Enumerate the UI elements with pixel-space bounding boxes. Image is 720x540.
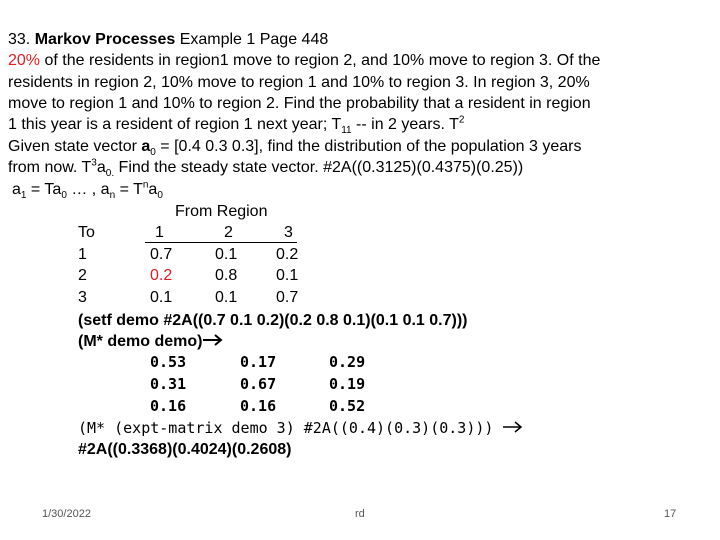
vector-a: a (141, 138, 151, 155)
cell: 0.1 (215, 289, 238, 306)
footer-center: rd (355, 508, 365, 520)
subscript: n (109, 190, 116, 202)
subscript: 11 (341, 125, 352, 137)
superscript: 3 (91, 157, 97, 169)
text: = [0.4 0.3 0.3], find the distribution of the population 3 years (155, 138, 582, 155)
paragraph-line-5 (8, 136, 581, 157)
arrow-right-icon (202, 331, 224, 352)
mstar-code: (M* demo demo) (78, 333, 203, 350)
col-1: 1 (155, 224, 164, 241)
cell: 0.1 (150, 289, 173, 306)
text: Given state vector (8, 138, 142, 155)
title-rest: Example 1 Page 448 (179, 31, 329, 48)
page-number: 17 (664, 508, 677, 520)
result-cell: 0.17 (240, 353, 277, 371)
title-line (8, 29, 328, 50)
cell: 0.8 (215, 267, 238, 284)
text: … , a (66, 181, 110, 198)
mstar-line (78, 331, 224, 352)
result-cell: 0.29 (329, 353, 366, 371)
cell-highlight: 0.2 (150, 267, 173, 284)
expt-result: #2A((0.3368)(0.4024)(0.2608) (78, 441, 292, 458)
matrix-col-header (145, 222, 297, 243)
subscript: 0 (150, 147, 156, 159)
subscript: 0 (157, 190, 163, 202)
result-cell: 0.16 (150, 397, 187, 415)
result-cell: 0.67 (240, 375, 277, 393)
expt-line (78, 418, 524, 439)
col-3: 3 (284, 224, 293, 241)
col-2: 2 (224, 224, 233, 241)
title-bold: Markov Processes (34, 31, 176, 48)
result-cell: 0.53 (150, 353, 187, 371)
cell: 0.1 (276, 267, 299, 284)
result-cell: 0.19 (329, 375, 366, 393)
text: a (12, 181, 21, 198)
paragraph-line-6 (8, 157, 523, 178)
paragraph-line-2: residents in region 2, 10% move to region 1 and 10% to region 3. In region 3, 20% (8, 74, 590, 91)
matrix-header: From Region (175, 203, 268, 220)
cell: 0.7 (150, 246, 173, 263)
recurrence-line (12, 179, 163, 200)
result-cell: 0.52 (329, 397, 366, 415)
text: = Ta (26, 181, 62, 198)
text: = T (115, 181, 143, 198)
cell: 0.7 (276, 289, 299, 306)
text: from now. T (8, 159, 92, 176)
result-cell: 0.31 (150, 375, 187, 393)
paragraph-line-4 (8, 114, 464, 135)
expt-code: (M* (expt-matrix demo 3) #2A((0.4)(0.3)(0.3))) (78, 419, 494, 437)
paragraph-line-1 (8, 50, 600, 71)
text: a (148, 181, 158, 198)
superscript: n (142, 179, 149, 191)
row-label: 2 (78, 267, 87, 284)
subscript: 0 (61, 190, 67, 202)
paragraph-text: of the residents in region1 move to region 2, and 10% move to region 3. Of the (44, 52, 601, 69)
text: 1 this year is a resident of region 1 next year; T (8, 116, 342, 133)
text: Find the steady state vector. #2A((0.3125)(0.4375)(0.25)) (114, 159, 524, 176)
paragraph-line-3: move to region 1 and 10% to region 2. Find the probability that a resident in region (8, 95, 591, 112)
setf-code: (setf demo #2A((0.7 0.1 0.2)(0.2 0.8 0.1)(0.1 0.1 0.7))) (78, 312, 468, 329)
problem-number: 33. (8, 31, 31, 48)
text: -- in 2 years. T (351, 116, 459, 133)
arrow-right-icon (502, 418, 524, 439)
subscript: 1 (20, 190, 27, 202)
text: a (96, 159, 106, 176)
superscript: 2 (458, 114, 465, 126)
cell: 0.1 (215, 246, 238, 263)
cell: 0.2 (276, 246, 299, 263)
footer-date: 1/30/2022 (42, 508, 91, 520)
result-cell: 0.16 (240, 397, 277, 415)
percent-highlight: 20% (8, 52, 41, 69)
subscript: 0. (105, 168, 115, 180)
row-label: 1 (78, 246, 87, 263)
matrix-to-label: To (78, 224, 95, 241)
row-label: 3 (78, 289, 87, 306)
